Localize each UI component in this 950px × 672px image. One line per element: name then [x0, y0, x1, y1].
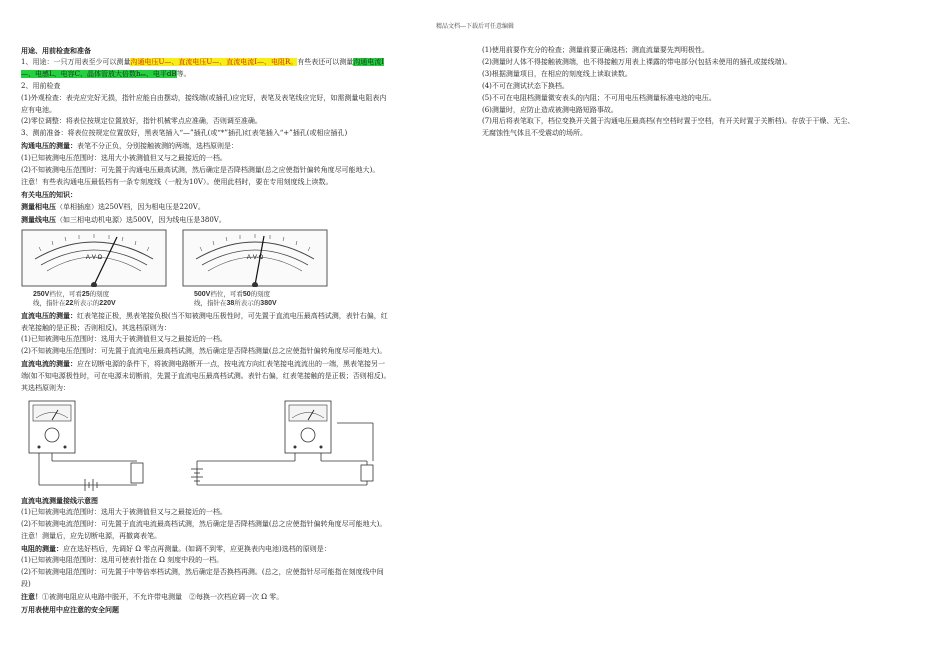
meter-figure-250v — [21, 229, 167, 308]
text: 500V — [194, 290, 211, 298]
text: 测量相电压 — [21, 201, 56, 211]
highlight-green: —、电感L、电容C、晶体管放大倍数hₑₑ、电平dB — [21, 69, 177, 78]
meter-caption-250v — [21, 290, 167, 308]
check-line-3: (2)零位调整：将表位按规定位置放好，指针机械零点应准确，否则调至准确。 — [21, 117, 262, 126]
text: ①被测电阻应从电路中脱开，不允许带电测量 ②每换一次档应调一次 Ω 零。 — [42, 593, 284, 602]
safety-item-6: (6)测量时，应防止造成被测电路短路事故。 — [482, 105, 618, 114]
page-header: 精品文档---下载后可任意编辑 — [435, 23, 515, 30]
left-column — [21, 45, 463, 616]
meter-caption-500v — [182, 290, 328, 308]
text: 25 — [81, 290, 90, 298]
meter-label: A-V-Ω — [85, 254, 103, 261]
text: 的刻度 — [89, 289, 110, 298]
circuit-diagrams — [27, 399, 463, 491]
meter-figures — [21, 229, 463, 308]
safety-item-5: (5)不可在电阻档测量微安表头的内阻；不可用电压档测量标准电池的电压。 — [482, 93, 716, 102]
resistance-line — [21, 543, 463, 556]
prep-line: 3、测前准备：将表位按规定位置放好，黑表笔插入“—”插孔(或“*”插孔)红表笔插入“+”插孔(或相应插孔) — [21, 129, 348, 138]
text: 表笔不分正负，分别接触被测的两端，选档原则是： — [77, 142, 238, 151]
line-voltage-line — [21, 214, 463, 227]
dc-current-line-2: 端(如不知电源极性时，可在电源未切断前，先置于直流电压最高档试测。表针右偏，红表笔接触的是正极；否则相反)。 — [21, 372, 391, 381]
text: （单相插座）选250V档，因为相电压是220V。 — [56, 202, 205, 211]
text: 22 — [65, 299, 74, 307]
safety-item-3: (3)根据测量项目，在相应的刻度线上读取读数。 — [482, 69, 632, 78]
right-column — [482, 45, 912, 140]
safety-title: 万用表使用中应注意的安全问题 — [21, 605, 119, 615]
phase-voltage-line — [21, 201, 463, 214]
dc-voltage-title: 直流电压的测量： — [21, 310, 77, 320]
dc-current-figure-title: 直流电流测量接线示意图 — [21, 495, 98, 505]
highlight-green: 沟通电流I — [353, 57, 385, 66]
meter-dial-icon — [21, 229, 167, 287]
text: （如三相电动机电源）选500V，因为线电压是380V。 — [56, 215, 226, 224]
dc-voltage-line-4: (2)不知被测电压范围时：可先置于直流电压最高档试测，然后确定是否降档测量(总之应使指针偏转角度尽可能地大)。 — [21, 347, 387, 356]
check-line-1: (1)外观检查：表壳应完好无损，指针应能自由摆动，接线端(或插孔)应完好，表笔及表笔线应完好，如需测量电阻表内 — [21, 93, 387, 102]
text: 的刻度 — [250, 289, 271, 298]
text: 50 — [242, 290, 251, 298]
dc-current-line-5: (2)不知被测电流范围时：可先置于直流电流最高档试测，然后确定是否降档测量(总之应使指针偏转角度尽可能地大)。 — [21, 519, 387, 528]
safety-item-4: (4)不可在测试状态下换档。 — [482, 81, 569, 90]
text: 所表示的 — [73, 298, 100, 307]
dc-voltage-line-1 — [21, 310, 463, 323]
dc-current-line-3: 其选档原则为： — [21, 384, 70, 393]
ac-voltage-title: 沟通电压的测量： — [21, 141, 77, 151]
ac-voltage-line — [21, 140, 463, 153]
circuit-diagram-1-icon — [27, 399, 157, 491]
text: 档位，可看 — [210, 289, 243, 298]
usage-line-1 — [21, 57, 463, 69]
meter-label: A-V-Ω — [246, 254, 264, 261]
dc-voltage-line-3: (1)已知被测电压范围时：选用大于被测值但又与之最接近的一档。 — [21, 335, 227, 344]
dc-current-line-6: 注意！测量后，应先切断电源，再撤离表笔。 — [21, 531, 161, 540]
meter-figure-500v — [182, 229, 328, 308]
text: 1、用途：一只万用表至少可以测量 — [21, 57, 131, 66]
resistance-line-3: 段) — [21, 580, 31, 589]
text: 线，指针在 — [194, 298, 227, 307]
safety-item-2: (2)测量时人体不得接触被测端，也不得接触万用表上裸露的带电部分(包括未使用的插孔或接线端)。 — [482, 57, 792, 66]
circuit-diagram-2-icon — [187, 399, 387, 491]
text: 380V — [260, 299, 277, 307]
ac-line-1: (1)已知被测电压范围时：选用大小被测值但又与之最接近的一档。 — [21, 154, 227, 163]
text: 有些表还可以测量 — [297, 57, 354, 66]
meter-dial-icon — [182, 229, 328, 287]
text: 测量线电压 — [21, 214, 56, 224]
highlight-yellow: 沟通电压U—、直流电压U—、直流电流I—、电阻R。 — [130, 57, 298, 66]
resistance-line-2: (2)不知被测电阻范围时：可先置于中等倍率档试测，然后确定是否换档再测。(总之，应使指针尽可能指在刻度线中间 — [21, 568, 384, 577]
text: 220V — [99, 299, 116, 307]
text: 应在选好档后，先调好 Ω 零点再测量。(如调不到零，应更换表内电池)选档的原则是： — [63, 544, 331, 553]
safety-item-7b: 无腐蚀性气体且不受震动的场所。 — [482, 129, 587, 138]
text: 线，指针在 — [33, 298, 66, 307]
dc-current-line-1 — [21, 358, 463, 371]
text: 应在切断电源的条件下，将被测电路断开一点，按电流方向红表笔接电流流出的一端，黑表笔接另一 — [77, 360, 385, 369]
text: 38 — [226, 299, 235, 307]
text: 红表笔接正极，黑表笔接负极(当不知被测电压极性时，可先置于直流电压最高档试测，表针右偏，红 — [77, 311, 388, 320]
note-title: 注意！ — [21, 592, 42, 602]
check-line-2: 应有电池。 — [21, 105, 56, 114]
resistance-title: 电阻的测量： — [21, 543, 63, 553]
dc-current-title: 直流电流的测量： — [21, 359, 77, 369]
usage-line-2 — [21, 69, 463, 81]
voltage-knowledge-title: 有关电压的知识： — [21, 189, 77, 199]
ac-line-2: (2)不知被测电压范围时：可先置于沟通电压最高试测，然后确定是否降档测量(总之应使指针偏转角度尽可能地大)。 — [21, 166, 380, 175]
text: 等。 — [176, 69, 191, 78]
safety-item-1: (1)使用前要作充分的检查；测量前要正确选档；测直流量要先判明极性。 — [482, 46, 709, 54]
note-line — [21, 591, 463, 604]
safety-item-7a: (7)用后将表笔取下，档位变换开关置于沟通电压最高档(有空档时置于空档，有开关时置于关断档)。存放于干燥、无尘、 — [482, 117, 855, 126]
text: 250V — [33, 290, 50, 298]
resistance-line-1: (1)已知被测电阻范围时：选用可使表针指在 Ω 刻度中段的一档。 — [21, 556, 224, 565]
text: 档位，可看 — [49, 289, 82, 298]
check-heading: 2、用前检查 — [21, 81, 61, 90]
dc-voltage-line-2: 表笔接触的是正极；否则相反)。其选档原则为： — [21, 323, 171, 332]
dc-current-line-4: (1)已知被测电流范围时：选用大于被测值但又与之最接近的一档。 — [21, 507, 227, 516]
text: 所表示的 — [234, 298, 261, 307]
section-title-usage: 用途、用前检查和准备 — [21, 46, 91, 55]
ac-line-3: 注意！有些表沟通电压最低档有一条专刻度线（一般为10V）。使用此档时，要在专用刻度线上读数。 — [21, 177, 333, 186]
